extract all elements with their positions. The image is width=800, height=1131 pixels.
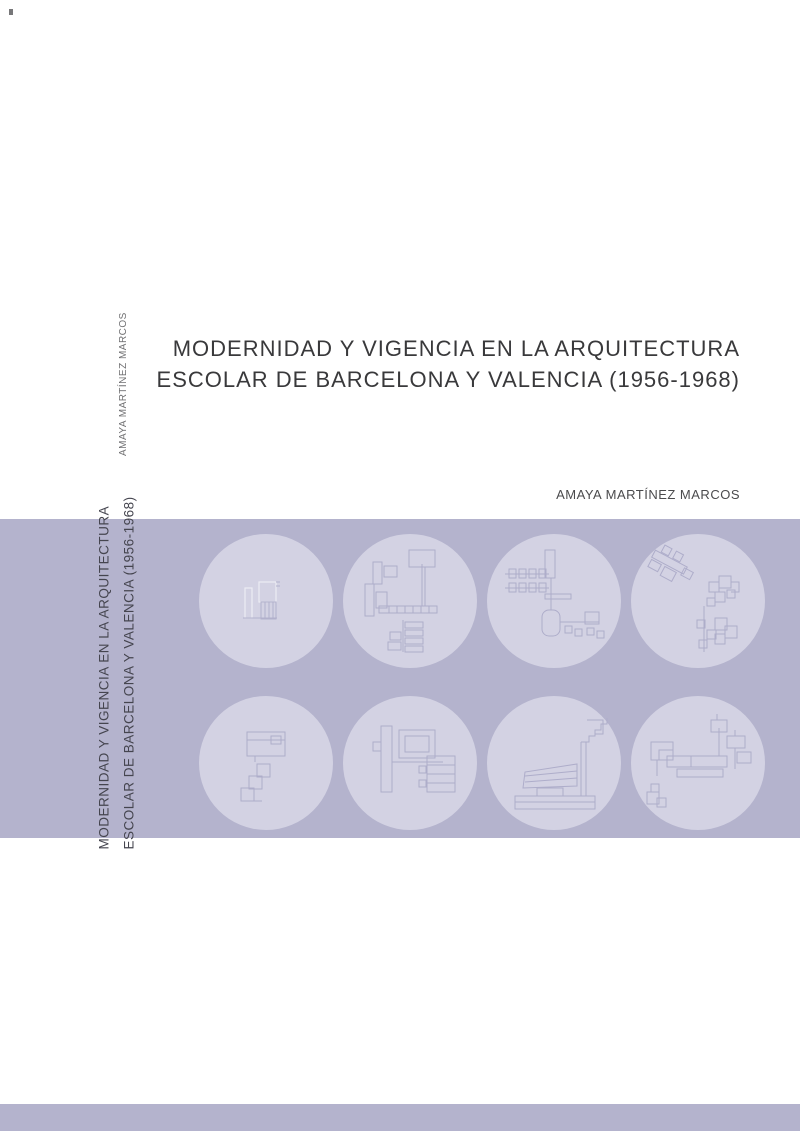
band-vertical-title-line2: ESCOLAR DE BARCELONA Y VALENCIA (1956-1968) (121, 496, 137, 850)
school-floor-plan-2-icon (343, 534, 477, 668)
corner-mark (9, 9, 13, 15)
school-floor-plan-4-icon (631, 534, 765, 668)
school-floor-plan-6-icon (343, 696, 477, 830)
spine-author-vertical-text: AMAYA MARTÍNEZ MARCOS (118, 312, 129, 456)
plan-circle-2 (343, 534, 477, 668)
plan-circle-5 (199, 696, 333, 830)
lavender-band (0, 496, 800, 850)
book-title-line1: MODERNIDAD Y VIGENCIA EN LA ARQUITECTURA (172, 336, 740, 361)
school-floor-plan-7-icon (487, 696, 621, 830)
book-title (157, 333, 740, 395)
plan-circle-4 (631, 534, 765, 668)
band-vertical-title (92, 496, 142, 850)
book-title-line2: ESCOLAR DE BARCELONA Y VALENCIA (1956-1968) (156, 367, 740, 392)
school-floor-plan-1-icon (199, 534, 333, 668)
plan-circle-6 (343, 696, 477, 830)
plan-circle-3 (487, 534, 621, 668)
school-floor-plan-3-icon (487, 534, 621, 668)
school-floor-plan-5-icon (199, 696, 333, 830)
plan-circle-7 (487, 696, 621, 830)
author-name: AMAYA MARTÍNEZ MARCOS (556, 487, 740, 502)
plan-circle-1 (199, 534, 333, 668)
plan-circle-8 (631, 696, 765, 830)
band-vertical-title-line1: MODERNIDAD Y VIGENCIA EN LA ARQUITECTURA (96, 505, 112, 850)
school-floor-plan-8-icon (631, 696, 765, 830)
bottom-lavender-strip (0, 1104, 800, 1131)
